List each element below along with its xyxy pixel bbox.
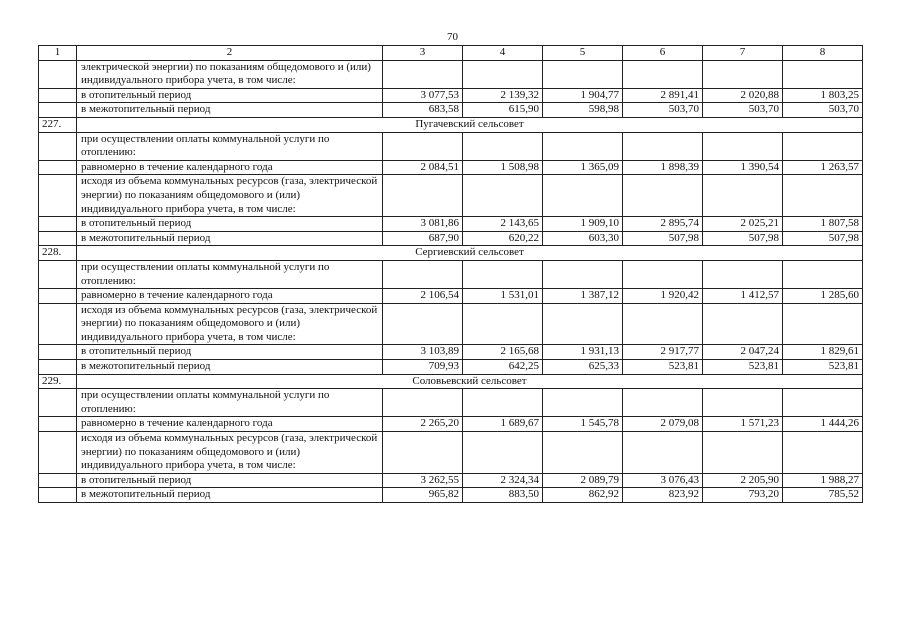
value-cell: 1 829,61 [783,345,863,360]
page-number: 70 [447,31,458,43]
value-cell [383,432,463,474]
column-header: 7 [703,46,783,61]
value-cell [463,132,543,160]
tariff-table [38,45,863,503]
row-number-cell [39,473,77,488]
section-header-row [39,246,863,261]
value-cell: 503,70 [623,103,703,118]
value-cell [623,175,703,217]
value-cell: 2 891,41 [623,88,703,103]
value-cell: 785,52 [783,488,863,503]
row-number-cell [39,389,77,417]
row-number-cell [39,175,77,217]
value-cell: 1 365,09 [543,160,623,175]
table-body [39,46,863,503]
value-cell: 3 103,89 [383,345,463,360]
section-header-row [39,374,863,389]
value-cell [383,260,463,288]
value-cell [703,175,783,217]
row-description: исходя из объема коммунальных ресурсов (газа, электрической энергии) по показаниям общедомового и (или) индивидуального прибора учета, в том числе: [77,175,383,217]
value-cell [783,303,863,345]
table-row [39,473,863,488]
value-cell: 1 531,01 [463,289,543,304]
value-cell [463,260,543,288]
table-row [39,260,863,288]
row-number-cell [39,217,77,232]
table-row [39,389,863,417]
row-label: равномерно в течение календарного года [77,417,383,432]
value-cell: 2 917,77 [623,345,703,360]
value-cell [623,132,703,160]
row-label: в отопительный период [77,88,383,103]
section-number: 227. [39,117,77,132]
table-row [39,289,863,304]
value-cell: 823,92 [623,488,703,503]
value-cell: 2 047,24 [703,345,783,360]
value-cell: 2 324,34 [463,473,543,488]
column-header: 4 [463,46,543,61]
value-cell: 603,30 [543,231,623,246]
value-cell: 1 545,78 [543,417,623,432]
value-cell [783,175,863,217]
value-cell: 709,93 [383,360,463,375]
row-label: в межотопительный период [77,231,383,246]
table-row [39,217,863,232]
table-row [39,360,863,375]
row-number-cell [39,289,77,304]
value-cell: 523,81 [623,360,703,375]
value-cell [783,60,863,88]
table-row [39,231,863,246]
value-cell: 2 106,54 [383,289,463,304]
table-row [39,88,863,103]
value-cell: 1 571,23 [703,417,783,432]
table-row [39,345,863,360]
column-header: 6 [623,46,703,61]
value-cell: 2 165,68 [463,345,543,360]
table-row [39,303,863,345]
value-cell: 1 904,77 [543,88,623,103]
section-number: 229. [39,374,77,389]
value-cell [383,132,463,160]
value-cell: 3 262,55 [383,473,463,488]
row-number-cell [39,345,77,360]
value-cell [463,60,543,88]
row-label: в отопительный период [77,473,383,488]
row-number-cell [39,132,77,160]
value-cell [703,432,783,474]
value-cell: 1 931,13 [543,345,623,360]
row-number-cell [39,488,77,503]
section-title: Пугачевский сельсовет [77,117,863,132]
column-header: 8 [783,46,863,61]
row-description: электрической энергии) по показаниям общедомового и (или) индивидуального прибора учета, в том числе: [77,60,383,88]
value-cell [623,432,703,474]
column-header: 3 [383,46,463,61]
row-description: при осуществлении оплаты коммунальной услуги по отоплению: [77,260,383,288]
value-cell: 862,92 [543,488,623,503]
value-cell: 2 205,90 [703,473,783,488]
value-cell [703,303,783,345]
value-cell: 3 077,53 [383,88,463,103]
row-number-cell [39,60,77,88]
section-header-row [39,117,863,132]
value-cell [703,60,783,88]
section-title: Сергиевский сельсовет [77,246,863,261]
row-number-cell [39,417,77,432]
row-label: равномерно в течение календарного года [77,160,383,175]
value-cell: 793,20 [703,488,783,503]
value-cell [383,303,463,345]
value-cell [783,260,863,288]
value-cell: 3 076,43 [623,473,703,488]
row-label: в межотопительный период [77,360,383,375]
value-cell: 598,98 [543,103,623,118]
column-header: 5 [543,46,623,61]
value-cell: 2 895,74 [623,217,703,232]
value-cell: 615,90 [463,103,543,118]
value-cell: 1 909,10 [543,217,623,232]
value-cell: 1 263,57 [783,160,863,175]
value-cell [783,432,863,474]
value-cell [703,260,783,288]
value-cell [703,132,783,160]
value-cell: 523,81 [703,360,783,375]
value-cell [383,175,463,217]
row-label: равномерно в течение календарного года [77,289,383,304]
value-cell: 1 285,60 [783,289,863,304]
value-cell: 965,82 [383,488,463,503]
value-cell: 2 143,65 [463,217,543,232]
value-cell [623,303,703,345]
column-header: 1 [39,46,77,61]
value-cell: 1 898,39 [623,160,703,175]
value-cell: 1 803,25 [783,88,863,103]
value-cell [383,60,463,88]
table-row [39,60,863,88]
table-row [39,432,863,474]
value-cell: 1 387,12 [543,289,623,304]
table-row [39,175,863,217]
table-row [39,417,863,432]
value-cell: 1 920,42 [623,289,703,304]
value-cell [543,389,623,417]
section-title: Соловьевский сельсовет [77,374,863,389]
value-cell: 507,98 [783,231,863,246]
value-cell: 1 689,67 [463,417,543,432]
row-number-cell [39,103,77,118]
value-cell [463,303,543,345]
value-cell: 625,33 [543,360,623,375]
row-number-cell [39,360,77,375]
table-row [39,160,863,175]
row-label: в межотопительный период [77,103,383,118]
value-cell [543,132,623,160]
row-label: в межотопительный период [77,488,383,503]
table-row [39,132,863,160]
value-cell [543,175,623,217]
value-cell: 2 025,21 [703,217,783,232]
value-cell: 683,58 [383,103,463,118]
table-row [39,488,863,503]
value-cell: 1 508,98 [463,160,543,175]
row-description: исходя из объема коммунальных ресурсов (газа, электрической энергии) по показаниям общедомового и (или) индивидуального прибора учета, в том числе: [77,303,383,345]
value-cell [383,389,463,417]
value-cell [623,60,703,88]
value-cell [703,389,783,417]
row-number-cell [39,88,77,103]
value-cell: 1 807,58 [783,217,863,232]
row-number-cell [39,432,77,474]
value-cell: 642,25 [463,360,543,375]
value-cell [623,389,703,417]
value-cell: 687,90 [383,231,463,246]
row-description: исходя из объема коммунальных ресурсов (газа, электрической энергии) по показаниям общедомового и (или) индивидуального прибора учета, в том числе: [77,432,383,474]
value-cell [543,303,623,345]
value-cell: 1 988,27 [783,473,863,488]
row-label: в отопительный период [77,217,383,232]
value-cell: 507,98 [623,231,703,246]
value-cell: 883,50 [463,488,543,503]
value-cell: 2 265,20 [383,417,463,432]
value-cell: 2 020,88 [703,88,783,103]
value-cell [783,389,863,417]
row-description: при осуществлении оплаты коммунальной услуги по отоплению: [77,132,383,160]
header-row [39,46,863,61]
value-cell: 507,98 [703,231,783,246]
value-cell [783,132,863,160]
value-cell: 2 084,51 [383,160,463,175]
value-cell: 1 444,26 [783,417,863,432]
value-cell [543,260,623,288]
value-cell [543,60,623,88]
row-number-cell [39,160,77,175]
value-cell [463,175,543,217]
value-cell: 3 081,86 [383,217,463,232]
value-cell: 503,70 [783,103,863,118]
column-header: 2 [77,46,383,61]
value-cell: 503,70 [703,103,783,118]
value-cell [463,432,543,474]
row-number-cell [39,303,77,345]
value-cell [543,432,623,474]
value-cell: 2 089,79 [543,473,623,488]
value-cell: 523,81 [783,360,863,375]
value-cell [463,389,543,417]
row-number-cell [39,231,77,246]
row-number-cell [39,260,77,288]
value-cell: 2 079,08 [623,417,703,432]
value-cell: 1 412,57 [703,289,783,304]
value-cell: 1 390,54 [703,160,783,175]
value-cell [623,260,703,288]
row-label: в отопительный период [77,345,383,360]
value-cell: 620,22 [463,231,543,246]
section-number: 228. [39,246,77,261]
table-row [39,103,863,118]
value-cell: 2 139,32 [463,88,543,103]
row-description: при осуществлении оплаты коммунальной услуги по отоплению: [77,389,383,417]
